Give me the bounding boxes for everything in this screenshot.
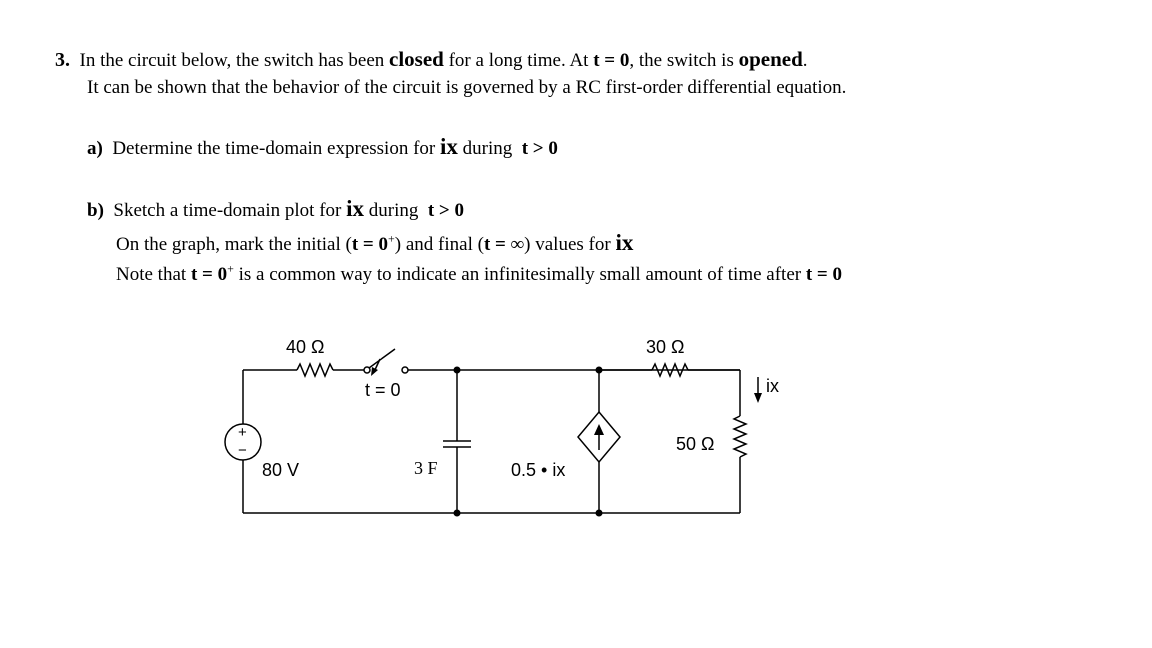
resistor-50-label: 50 Ω xyxy=(676,434,715,454)
keyword-opened: opened xyxy=(738,47,803,71)
switch-right-contact xyxy=(402,367,408,373)
source-voltage-label: 80 V xyxy=(262,460,300,480)
node-dot-dep-bottom xyxy=(596,510,603,517)
switch-blade xyxy=(369,349,395,368)
node-dot-dep-top xyxy=(596,367,603,374)
part-b-graph-instruction: On the graph, mark the initial (t = 0+) and final (t = ∞) values for ix xyxy=(116,230,634,255)
part-a: a) Determine the time-domain expression for ix during t > 0 xyxy=(87,134,558,159)
node-dot-cap-top xyxy=(454,367,461,374)
node-dot-cap-bottom xyxy=(454,510,461,517)
part-b-note: Note that t = 0+ is a common way to indicate an infinitesimally small amount of time after t = 0 xyxy=(116,261,842,285)
resistor-40-zigzag xyxy=(297,364,333,376)
part-b-label: b) xyxy=(87,200,104,221)
dependent-arrow-head xyxy=(594,424,604,435)
switch-time-label: t = 0 xyxy=(365,380,401,400)
ix-symbol: ix xyxy=(346,196,364,221)
problem-line-2: It can be shown that the behavior of the circuit is governed by a RC first-order differential equation. xyxy=(87,77,847,98)
keyword-closed: closed xyxy=(389,47,444,71)
ix-arrow-head xyxy=(754,393,762,403)
dependent-source-label: 0.5 • ix xyxy=(511,460,566,480)
ix-symbol: ix xyxy=(615,230,634,255)
resistor-40-label: 40 Ω xyxy=(286,337,325,357)
resistor-50-zigzag xyxy=(734,416,746,457)
ix-symbol: ix xyxy=(439,134,458,159)
problem-number: 3. xyxy=(55,49,70,71)
source-minus-sign: − xyxy=(238,442,247,459)
switch-arrow-head xyxy=(371,367,378,376)
part-b: b) Sketch a time-domain plot for ix during t > 0 xyxy=(87,196,465,221)
part-a-label: a) xyxy=(87,138,103,159)
resistor-30-label: 30 Ω xyxy=(646,337,685,357)
capacitor-label: 3 F xyxy=(414,458,438,478)
ix-current-label: ix xyxy=(766,376,779,396)
problem-line-1: 3. In the circuit below, the switch has been closed for a long time. At t = 0, the switch is opened. xyxy=(55,47,808,71)
source-plus-sign: + xyxy=(238,424,247,441)
